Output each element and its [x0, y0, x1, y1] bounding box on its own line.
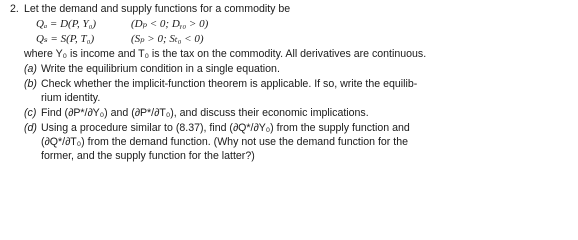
problem-intro: Let the demand and supply functions for a commodity be — [24, 3, 291, 15]
part-b-line-1: Check whether the implicit-function theorem is applicable. If so, write the equilib- — [41, 78, 418, 90]
part-d-label: (d) — [24, 122, 37, 134]
demand-conditions: (Dₚ < 0; Dᵧ₀ > 0) — [131, 18, 209, 30]
part-a-label: (a) — [24, 63, 37, 75]
part-a-line-1: Write the equilibrium condition in a single equation. — [41, 63, 280, 75]
demand-equation: Qₐ = D(P, Y₀) — [36, 18, 97, 30]
supply-equation: Qₛ = S(P, T₀) — [36, 33, 95, 45]
part-d-line-1: Using a procedure similar to (8.37), find (∂Q*/∂Y₀) from the supply function and — [41, 122, 410, 134]
part-c-line-1: Find (∂P*/∂Y₀) and (∂P*/∂T₀), and discuss their economic implications. — [41, 107, 369, 119]
supply-conditions: (Sₚ > 0; Sₜ₀ < 0) — [131, 33, 204, 45]
part-b-line-2: rium identity. — [41, 92, 101, 104]
part-d-line-3: former, and the supply function for the latter?) — [41, 150, 255, 162]
part-c-label: (c) — [24, 107, 37, 119]
part-b-label: (b) — [24, 78, 37, 90]
part-d-line-2: (∂Q*/∂T₀) from the demand function. (Why not use the demand function for the — [41, 136, 408, 148]
problem-number: 2. — [10, 3, 19, 15]
where-text: where Y₀ is income and T₀ is the tax on the commodity. All derivatives are continuous. — [24, 48, 427, 60]
